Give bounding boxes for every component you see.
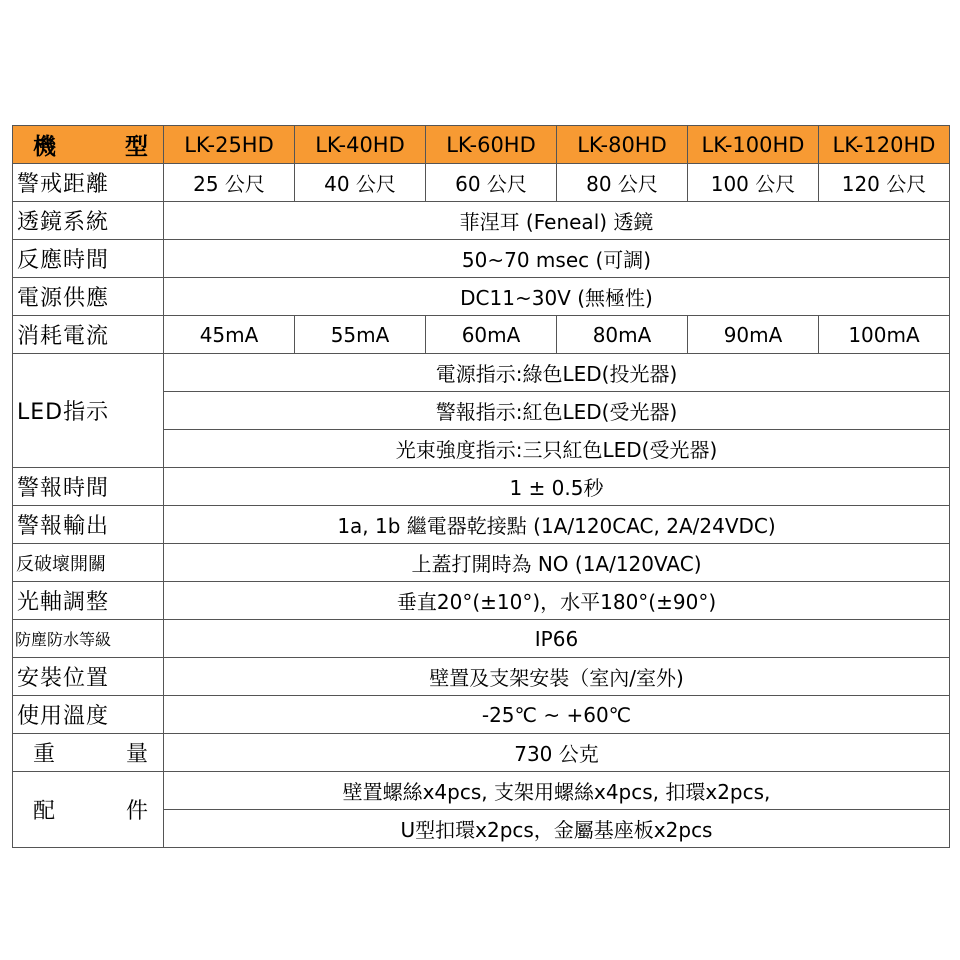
value-cell: 上蓋打開時為 NO (1A/120VAC) — [164, 544, 950, 582]
row-label: 重 量 — [13, 734, 164, 772]
row-label: 反應時間 — [13, 240, 164, 278]
value-cell: DC11~30V (無極性) — [164, 278, 950, 316]
row-label: 防塵防水等級 — [13, 620, 164, 658]
value-cell: 壁置及支架安裝（室內/室外) — [164, 658, 950, 696]
temp-row — [13, 696, 950, 734]
alarm-time-row — [13, 468, 950, 506]
value-cell: 25 公尺 — [164, 164, 295, 202]
value-cell: 垂直20°(±10°)，水平180°(±90°) — [164, 582, 950, 620]
row-label: 反破壞開關 — [13, 544, 164, 582]
weight-row — [13, 734, 950, 772]
value-cell: 80 公尺 — [557, 164, 688, 202]
value-cell: 50~70 msec (可調) — [164, 240, 950, 278]
row-label: LED指示 — [13, 354, 164, 468]
power-row — [13, 278, 950, 316]
response-row — [13, 240, 950, 278]
value-cell: 光束強度指示:三只紅色LED(受光器) — [164, 430, 950, 468]
value-cell: 55mA — [295, 316, 426, 354]
model-cell: LK-25HD — [164, 126, 295, 164]
value-cell: 120 公尺 — [819, 164, 950, 202]
range-row — [13, 164, 950, 202]
row-label: 安裝位置 — [13, 658, 164, 696]
value-cell: 60 公尺 — [426, 164, 557, 202]
value-cell: 90mA — [688, 316, 819, 354]
value-cell: -25℃ ~ +60℃ — [164, 696, 950, 734]
tamper-row — [13, 544, 950, 582]
model-cell: LK-80HD — [557, 126, 688, 164]
row-label: 電源供應 — [13, 278, 164, 316]
axis-row — [13, 582, 950, 620]
value-cell: 電源指示:綠色LED(投光器) — [164, 354, 950, 392]
ip-row — [13, 620, 950, 658]
alarm-output-row — [13, 506, 950, 544]
model-cell: LK-120HD — [819, 126, 950, 164]
value-cell: 1 ± 0.5秒 — [164, 468, 950, 506]
spec-table — [12, 125, 950, 848]
value-cell: 警報指示:紅色LED(受光器) — [164, 392, 950, 430]
value-cell: 80mA — [557, 316, 688, 354]
current-row — [13, 316, 950, 354]
model-cell: LK-60HD — [426, 126, 557, 164]
lens-row — [13, 202, 950, 240]
led-row — [13, 354, 950, 392]
model-cell: LK-100HD — [688, 126, 819, 164]
value-cell: 60mA — [426, 316, 557, 354]
row-label: 警報輸出 — [13, 506, 164, 544]
row-label: 配 件 — [13, 772, 164, 848]
value-cell: 100 公尺 — [688, 164, 819, 202]
model-cell: LK-40HD — [295, 126, 426, 164]
row-label: 消耗電流 — [13, 316, 164, 354]
value-cell: 45mA — [164, 316, 295, 354]
value-cell: U型扣環x2pcs，金屬基座板x2pcs — [164, 810, 950, 848]
row-label: 警戒距離 — [13, 164, 164, 202]
install-row — [13, 658, 950, 696]
value-cell: 730 公克 — [164, 734, 950, 772]
row-label: 使用溫度 — [13, 696, 164, 734]
header-row — [13, 126, 950, 164]
accessories-row — [13, 772, 950, 810]
row-label: 光軸調整 — [13, 582, 164, 620]
row-label: 透鏡系統 — [13, 202, 164, 240]
value-cell: 1a, 1b 繼電器乾接點 (1A/120CAC, 2A/24VDC) — [164, 506, 950, 544]
value-cell: 菲涅耳 (Feneal) 透鏡 — [164, 202, 950, 240]
header-label: 機 型 — [13, 126, 164, 164]
row-label: 警報時間 — [13, 468, 164, 506]
value-cell: 100mA — [819, 316, 950, 354]
value-cell: 壁置螺絲x4pcs, 支架用螺絲x4pcs, 扣環x2pcs, — [164, 772, 950, 810]
value-cell: 40 公尺 — [295, 164, 426, 202]
value-cell: IP66 — [164, 620, 950, 658]
